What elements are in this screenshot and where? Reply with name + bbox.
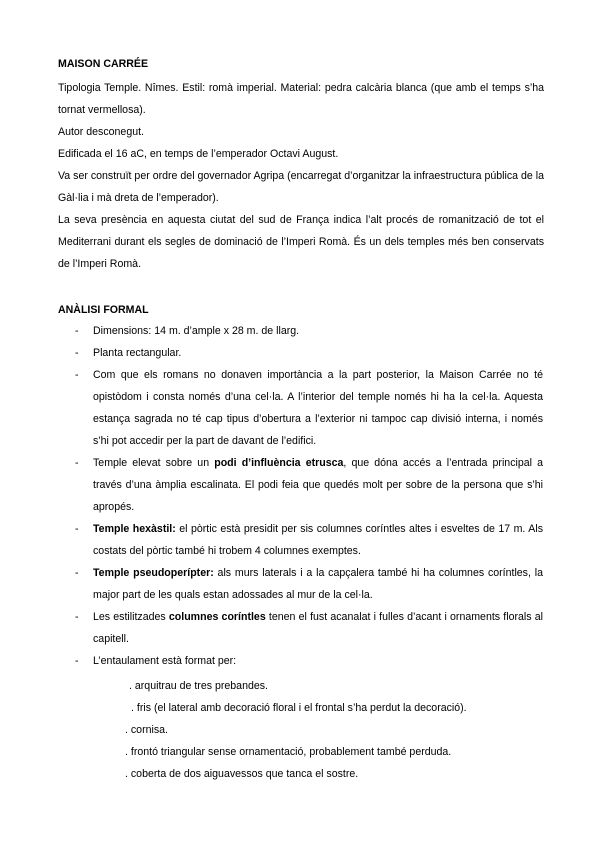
intro-typology: Tipologia Temple. Nîmes. Estil: romà imperial. Material: pedra calcària blanca (que amb el temps s’ha tornat vermellosa). bbox=[58, 82, 544, 116]
document-title: MAISON CARRÉE bbox=[58, 58, 149, 70]
bullet-dimensions: Dimensions: 14 m. d’ample x 28 m. de llarg. bbox=[93, 325, 300, 337]
sub-item-pediment: . frontó triangular sense ornamentació, probablement també perduda. bbox=[125, 746, 452, 758]
bullet-marker: - bbox=[75, 325, 79, 337]
bullet-pseudoperipteral: Temple pseudoperípter: als murs laterals i a la capçalera també hi ha columnes coríntles, la major part de les quals estan adossades al mur de la cel·la. bbox=[93, 567, 543, 601]
intro-date: Edificada el 16 aC, en temps de l’emperador Octavi August. bbox=[58, 148, 339, 160]
intro-builder: Va ser construït per ordre del governador Agripa (encarregat d’organitzar la infraestructura pública de la Gàl·lia i mà dreta de l’emperador). bbox=[58, 170, 544, 204]
bullet-cella: Com que els romans no donaven importància a la part posterior, la Maison Carrée no té opistòdom i consta només d’una cel·la. A l’interior del temple només hi ha la cel·la. Aquesta estança sagrada no té cap tipus d’obertura a l’exterior ni tampoc cap divisió interna, i només s’hi pot accedir per la part de davant de l’edifici. bbox=[93, 369, 543, 447]
sub-item-frieze: . fris (el lateral amb decoració floral i el frontal s’ha perdut la decoració). bbox=[131, 702, 467, 714]
bullet-columns: Les estilitzades columnes coríntles tenen el fust acanalat i fulles d’acant i ornaments florals al capitell. bbox=[93, 611, 543, 645]
bullet-marker: - bbox=[75, 611, 79, 623]
bullet-entablature: L’entaulament està format per: bbox=[93, 655, 237, 667]
bullet-plan: Planta rectangular. bbox=[93, 347, 182, 359]
bullet-marker: - bbox=[75, 567, 79, 579]
section-title: ANÀLISI FORMAL bbox=[58, 304, 149, 316]
sub-item-cornice: . cornisa. bbox=[125, 724, 168, 736]
intro-romanization: La seva presència en aquesta ciutat del sud de França indica l’alt procés de romanització de tot el Mediterrani durant els segles de dominació de l’Imperi Romà. És un dels temples més ben conservats de l’Imperi Romà. bbox=[58, 214, 544, 270]
bullet-hexastyle: Temple hexàstil: el pòrtic està presidit per sis columnes coríntles altes i esveltes de 17 m. Als costats del pòrtic també hi trobem 4 columnes exemptes. bbox=[93, 523, 543, 557]
bullet-podium: Temple elevat sobre un podi d’influència etrusca, que dóna accés a l’entrada principal a través d’una àmplia escalinata. El podi feia que quedés molt per sobre de la persona que s’hi apropés. bbox=[93, 457, 544, 513]
sub-item-architrave: . arquitrau de tres prebandes. bbox=[129, 680, 268, 692]
bullet-marker: - bbox=[75, 523, 79, 535]
sub-item-roof: . coberta de dos aiguavessos que tanca el sostre. bbox=[125, 768, 359, 780]
bullet-marker: - bbox=[75, 369, 79, 381]
bullet-marker: - bbox=[75, 457, 79, 469]
bullet-marker: - bbox=[75, 655, 79, 667]
bullet-marker: - bbox=[75, 347, 79, 359]
intro-author: Autor desconegut. bbox=[58, 126, 144, 138]
